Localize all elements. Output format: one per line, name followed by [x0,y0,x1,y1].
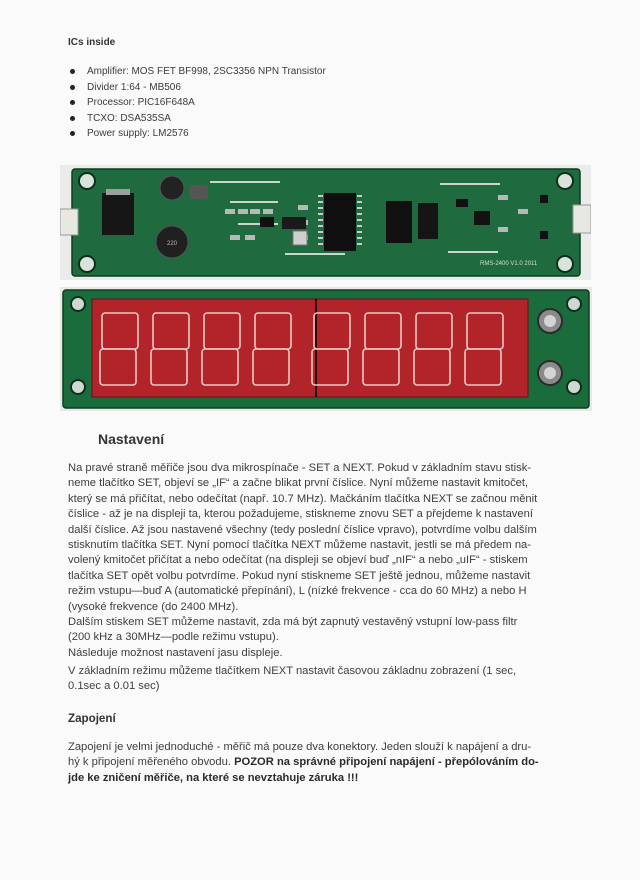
list-item: Amplifier: MOS FET BF998, 2SC3356 NPN Transistor [68,64,326,80]
settings-paragraph [68,461,598,661]
ics-section-title: ICs inside [68,37,116,48]
text-line: další číslice. Až jsou nastavené všechny (tedy poslední číslice vpravo), potvrdíme volbu dalším [68,523,537,536]
text-line: (200 kHz a 30MHz—podle režimu vstupu). [68,631,279,644]
list-item: Power supply: LM2576 [68,126,326,142]
text-line-mixed [68,755,598,770]
text-line: režim vstupu—buď A (automatické přepínání), L (nízké frekvence - cca do 60 MHz) a nebo H [68,585,527,598]
section-heading-settings: Nastavení [98,431,165,447]
text-line: volený kmitočet přičítat a nebo odečítat (na displeji se objeví buď „nIF“ a nebo „uIF“ - stiskem [68,554,528,567]
pcb-silkscreen-text: RMS-2400 V1.0 2011 [480,261,538,267]
text-line: který se má přičítat, nebo odečítat (např. 10.7 MHz). Mačkáním tlačítka NEXT se začnou měnit [68,492,538,505]
capacitor-label: 220 [166,241,178,247]
text-line: V základním režimu můžeme tlačítkem NEXT nastavit časovou základnu zobrazení (1 sec, [68,665,517,677]
text-line [68,771,598,786]
section-heading-wiring: Zapojení [68,712,116,725]
text-line: číslice - až je na displeji ta, kterou požadujeme, stiskneme znovu SET a přejdeme k nastavení [68,508,533,521]
text-line: stisknutím tlačítka SET. Nyní pomocí tlačítka NEXT můžeme nastavit, jestli se má předem na- [68,539,531,552]
text-line: 0.1sec a 0.01 sec) [68,680,160,693]
warning-text: jde ke zničení měřiče, na které se nevztahuje záruka !!! [68,771,359,784]
text-line: neme tlačítko SET, objeví se „IF“ a začne blikat první číslice. Nyní můžeme nastavit kmitočet, [68,477,529,490]
wiring-paragraph [68,740,598,786]
text-normal: hý k připojení měřeného obvodu. [68,756,235,769]
text-line: Následuje možnost nastavení jasu displeje. [68,646,283,659]
text-line: tlačítka SET opět volbu potvrdíme. Pokud nyní stiskneme SET ještě jednou, můžeme nastavit [68,569,531,582]
display-photo [60,287,592,411]
text-line: Zapojení je velmi jednoduché - měřič má pouze dva konektory. Jeden slouží k napájení a dru- [68,741,532,753]
text-line: Dalším stiskem SET můžeme nastavit, zda má být zapnutý vestavěný vstupní low-pass filtr [68,616,518,629]
pcb-photo [60,165,591,280]
text-line: (vysoké frekvence (do 2400 MHz). [68,600,239,613]
list-item: Divider 1:64 - MB506 [68,80,326,96]
ics-list [68,64,326,142]
list-item: Processor: PIC16F648A [68,95,326,111]
warning-text: POZOR na správné připojení napájení - přepólováním do- [234,756,539,769]
timebase-paragraph [68,664,598,695]
text-line: Na pravé straně měřiče jsou dva mikrospínače - SET a NEXT. Pokud v základním stavu stisk- [68,462,532,474]
list-item: TCXO: DSA535SA [68,111,326,127]
